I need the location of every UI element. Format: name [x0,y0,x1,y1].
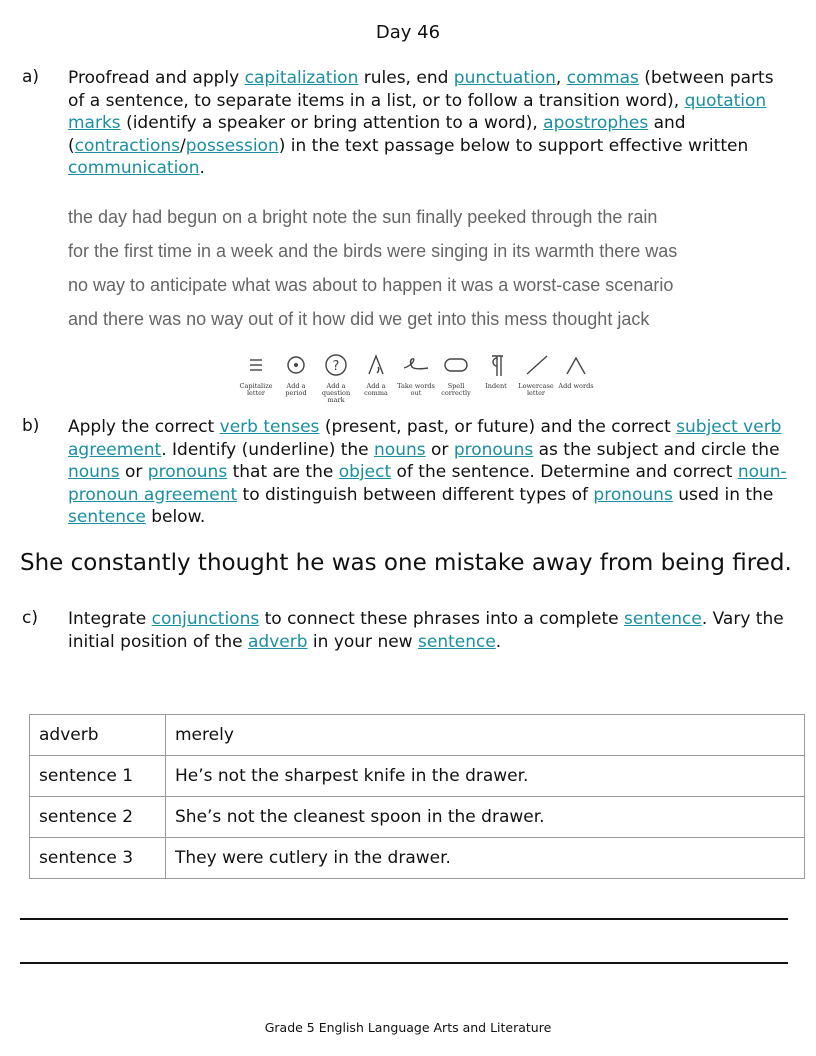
instruction-text: . [495,631,502,652]
term-link[interactable]: subject verb agreement [68,417,782,460]
term-link[interactable]: pronouns [453,439,534,460]
term-link[interactable]: pronouns [593,484,673,505]
instruction-text: and ( [68,113,686,156]
term-link[interactable]: contractions [74,135,181,156]
section-c-label: c) [22,608,38,628]
instruction-text: in your new [307,631,418,652]
answer-line [20,918,788,920]
instruction-text: Integrate [68,609,152,629]
term-link[interactable]: apostrophes [543,113,649,133]
instruction-text: as the subject and circle the [533,439,780,460]
instruction-text: or [425,439,454,460]
term-link[interactable]: communication [68,158,200,178]
section-a-label: a) [22,67,40,87]
answer-line [20,962,788,964]
table-row [30,797,805,838]
term-link[interactable]: verb tenses [219,417,320,437]
take-words-out-mark-icon: Take words out [396,350,436,397]
instruction-text: / [180,135,186,156]
instruction-text: . [199,158,205,178]
term-link[interactable]: sentence [624,609,702,629]
instruction-text: . Identify (underline) the [161,439,375,460]
lowercase-letter-mark-icon: Lowercase letter [516,350,556,397]
table-cell-value: They were cutlery in the drawer. [166,838,805,879]
term-link[interactable]: capitalization [244,68,359,88]
instruction-text: of the sentence. Determine and correct [391,462,738,482]
table-row [30,715,805,756]
table-cell-key: sentence 1 [30,756,166,797]
term-link[interactable]: noun-pronoun agreement [68,462,787,505]
instruction-text: (between parts of a sentence, to separate items in a list, or to follow a transition word), [68,68,774,111]
phrases-table [29,714,805,879]
instruction-text: ) in the text passage below to support effective written [278,135,749,156]
instruction-text: (identify a speaker or bring attention to a word), [120,113,544,133]
term-link[interactable]: possession [185,135,279,156]
spell-correctly-mark-icon: Spell correctly [436,350,476,397]
passage-line: the day had begun on a bright note the sun finally peeked through the rain [68,207,658,227]
instruction-text: that are the [227,462,339,482]
term-link[interactable]: quotation marks [68,90,767,133]
term-link[interactable]: pronouns [147,462,228,482]
passage-line: for the first time in a week and the birds were singing in its warmth there was [68,241,678,261]
add-question-mark-icon: ? Add a question mark [316,350,356,404]
editing-marks-legend [236,350,596,412]
term-link[interactable]: sentence [418,631,496,652]
term-link[interactable]: sentence [68,507,146,527]
table-cell-key: adverb [30,715,166,756]
term-link[interactable]: adverb [248,631,308,652]
passage-line: no way to anticipate what was about to happen it was a worst-case scenario [68,275,674,295]
add-comma-mark-icon: Add a comma [356,350,396,397]
table-cell-key: sentence 3 [30,838,166,879]
proofread-passage [68,200,798,336]
svg-text:?: ? [332,359,340,374]
instruction-text: (present, past, or future) and the correct [319,417,677,437]
passage-line: and there was no way out of it how did we get into this mess thought jack [68,309,650,329]
capitalize-mark-icon: Capitalize letter [239,382,273,397]
add-words-mark-icon: Add words [556,350,596,390]
section-b-instructions [68,416,788,529]
instruction-text: Apply the correct [68,417,220,437]
instruction-text: Proofread and apply [68,68,245,88]
table-cell-value: merely [166,715,805,756]
add-period-mark-icon: Add a period [276,350,316,397]
section-c-instructions [68,608,788,653]
indent-mark-icon: Indent [476,350,516,390]
instruction-text: , [555,68,567,88]
table-row [30,756,805,797]
page-title: Day 46 [375,22,441,43]
instruction-text: to distinguish between different types of [237,484,594,505]
table-cell-value: He’s not the sharpest knife in the drawer. [166,756,805,797]
instruction-text: . Vary the initial position of the [68,609,784,652]
instruction-text: used in the [672,484,774,505]
table-cell-value: She’s not the cleanest spoon in the drawer. [166,797,805,838]
term-link[interactable]: object [338,462,392,482]
term-link[interactable]: commas [566,68,639,88]
term-link[interactable]: punctuation [453,68,556,88]
page-footer: Grade 5 English Language Arts and Literature [264,1020,552,1035]
section-b-label: b) [22,416,40,436]
instruction-text: or [119,462,148,482]
instruction-text: rules, end [358,68,454,88]
instruction-text: to connect these phrases into a complete [259,609,625,629]
term-link[interactable]: nouns [374,439,426,460]
practice-sentence: She constantly thought he was one mistake away from being fired. [20,550,792,576]
table-row [30,838,805,879]
instruction-text: below. [145,507,206,527]
table-cell-key: sentence 2 [30,797,166,838]
section-a-instructions [68,67,788,180]
term-link[interactable]: conjunctions [151,609,260,629]
term-link[interactable]: nouns [68,462,120,482]
